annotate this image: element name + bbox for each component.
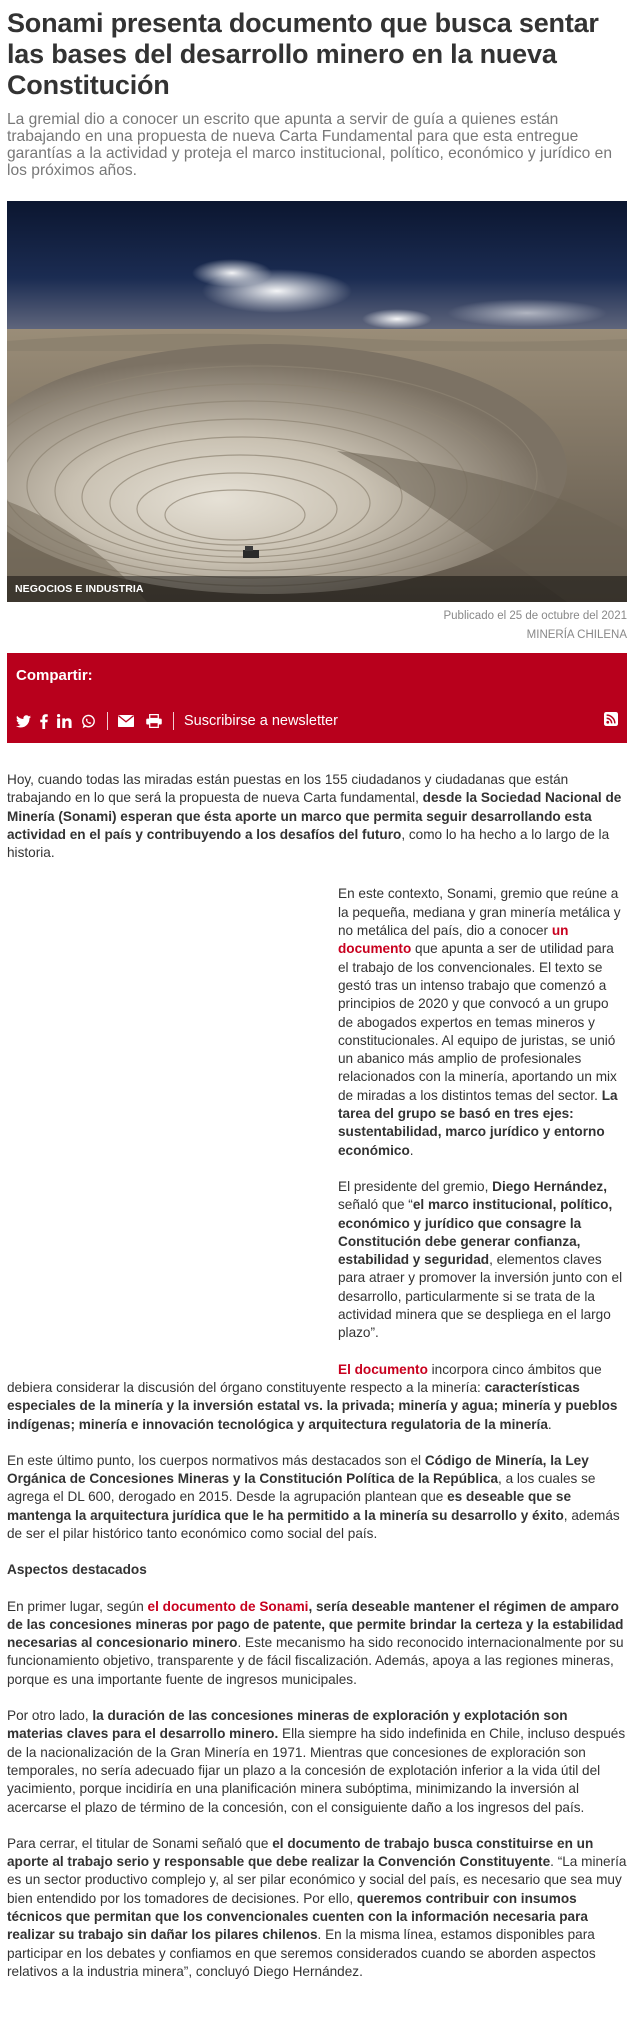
email-icon[interactable]: [118, 712, 134, 730]
section-heading: Aspectos destacados: [7, 1562, 147, 1578]
published-date: Publicado el 25 de octubre del 2021: [443, 610, 627, 622]
share-bar: [7, 653, 627, 743]
paragraph-1: Hoy, cuando todas las miradas están puestas en los 155 ciudadanos y ciudadanas que están trabajando en lo que será la propuesta de nueva Carta fundamental, desde la Sociedad Nacional de Minería (Sonami) esperan que ésta aporte un marco que permita seguir desarrollando esta actividad en el país y contribuyendo a los desafíos del futuro, como lo ha hecho a lo largo de la historia.: [7, 772, 622, 861]
article-lead: La gremial dio a conocer un escrito que apunta a servir de guía a quienes están trabajando en una propuesta de nueva Carta Fundamental para que esta entregue garantías a la actividad y proteja el marco institucional, político, económico y jurídico en los próximos años.: [7, 111, 613, 179]
article: [7, 0, 627, 1981]
document-link[interactable]: el documento de Sonami: [147, 1598, 309, 1614]
source-label: MINERÍA CHILENA: [526, 629, 627, 641]
facebook-icon[interactable]: [40, 712, 48, 730]
article-body: [7, 771, 627, 1981]
rss-icon[interactable]: [604, 712, 618, 731]
document-link[interactable]: un documento: [338, 923, 569, 957]
paragraph-6: En primer lugar, según el documento de Sonami, sería deseable mantener el régimen de amparo de las concesiones mineras por pago de patente, que permite brindar la certeza y la estabilidad necesarias al concesionario minero. Este mecanismo ha sido reconocido internacionalmente por su funcionamiento objetivo, transparente y de fácil fiscalización. Además, apoya a las regiones mineras, porque es una importante fuente de ingresos municipales.: [7, 1598, 624, 1687]
share-title: Compartir:: [16, 667, 93, 684]
image-category-label[interactable]: NEGOCIOS E INDUSTRIA: [15, 583, 144, 595]
inline-column: [338, 885, 627, 1342]
linkedin-icon[interactable]: [57, 712, 72, 730]
document-link[interactable]: El documento: [338, 1361, 428, 1377]
share-divider: [173, 712, 174, 730]
twitter-icon[interactable]: [16, 712, 31, 730]
paragraph-2: En este contexto, Sonami, gremio que reúne a la pequeña, mediana y gran minería metálica y no metálica del país, dio a conocer un documento que apunta a ser de utilidad para el trabajo de los convencionales. El texto se gestó tras un intenso trabajo que comenzó a principios de 2020 y que convocó a un grupo de abogados expertos en temas mineros y constitucionales. Al equipo de juristas, se unió un abanico más amplio de profesionales relacionados con la minería, aportando un mix de miradas a los distintos temas del sector. La tarea del grupo se basó en tres ejes: sustentabilidad, marco jurídico y entorno económico.: [338, 886, 621, 1158]
open-pit-mine-photo: [7, 201, 627, 602]
whatsapp-icon[interactable]: [81, 712, 96, 730]
paragraph-8: Para cerrar, el titular de Sonami señaló que el documento de trabajo busca constituirse en un aporte al trabajo serio y responsable que debe realizar la Convención Constituyente. “La minería es un sector productivo complejo y, al ser pilar económico y social del país, es necesario que sea muy bien entendido por los tomadores de decisiones. Por ello, queremos contribuir con insumos técnicos que permitan que los convencionales cuenten con la información necesaria para realizar su trabajo sin dañar los pilares chilenos. En la misma línea, estamos disponibles para participar en los debates y confiamos en que seremos considerados cuando se aborden aspectos relativos a la industria minera”, concluyó Diego Hernández.: [7, 1835, 627, 1979]
share-divider: [107, 712, 108, 730]
paragraph-3: El presidente del gremio, Diego Hernández, señaló que “el marco institucional, político, económico y jurídico que consagre la Constitución debe generar confianza, estabilidad y seguridad, elementos claves para atraer y promover la inversión junto con el desarrollo, particularmente si se trata de la actividad minera que se despliega en el largo plazo”.: [338, 1178, 623, 1341]
paragraph-4: El documento incorpora cinco ámbitos que debiera considerar la discusión del órgano constituyente respecto a la minería: características especiales de la minería y la inversión estatal vs. la privada; minería y agua; minería y pueblos indígenas; minería e innovación tecnológica y arquitectura regulatoria de la minería.: [7, 1361, 618, 1432]
image-category-overlay: [7, 576, 627, 602]
paragraph-7: Por otro lado, la duración de las concesiones mineras de exploración y explotación son materias claves para el desarrollo minero. Ella siempre ha sido indefinida en Chile, incluso después de la nacionalización de la Gran Minería en 1971. Mientras que concesiones de exploración son temporales, no sería adecuado fijar un plazo a la concesión de explotación inferior a la vida útil del yacimiento, porque incidiría en una planificación minera subóptima, minimizando la inversión al acercarse el plazo de término de la concesión, con el consiguiente daño a los ingresos del país.: [7, 1708, 626, 1815]
article-title: Sonami presenta documento que busca sentar las bases del desarrollo minero en la nueva Constitución: [7, 8, 599, 100]
share-actions: [16, 711, 618, 731]
newsletter-link[interactable]: Suscribirse a newsletter: [184, 713, 338, 729]
hero-image: [7, 201, 627, 602]
paragraph-5: En este último punto, los cuerpos normativos más destacados son el Código de Minería, la Ley Orgánica de Concesiones Mineras y la Constitución Política de la República, a los cuales se agrega el DL 600, derogado en 2015. Desde la agrupación plantean que es deseable que se mantenga la arquitectura jurídica que le ha permitido a la minería su desarrollo y éxito, además de ser el pilar histórico tanto económico como social del país.: [7, 1452, 620, 1541]
print-icon[interactable]: [146, 712, 162, 730]
